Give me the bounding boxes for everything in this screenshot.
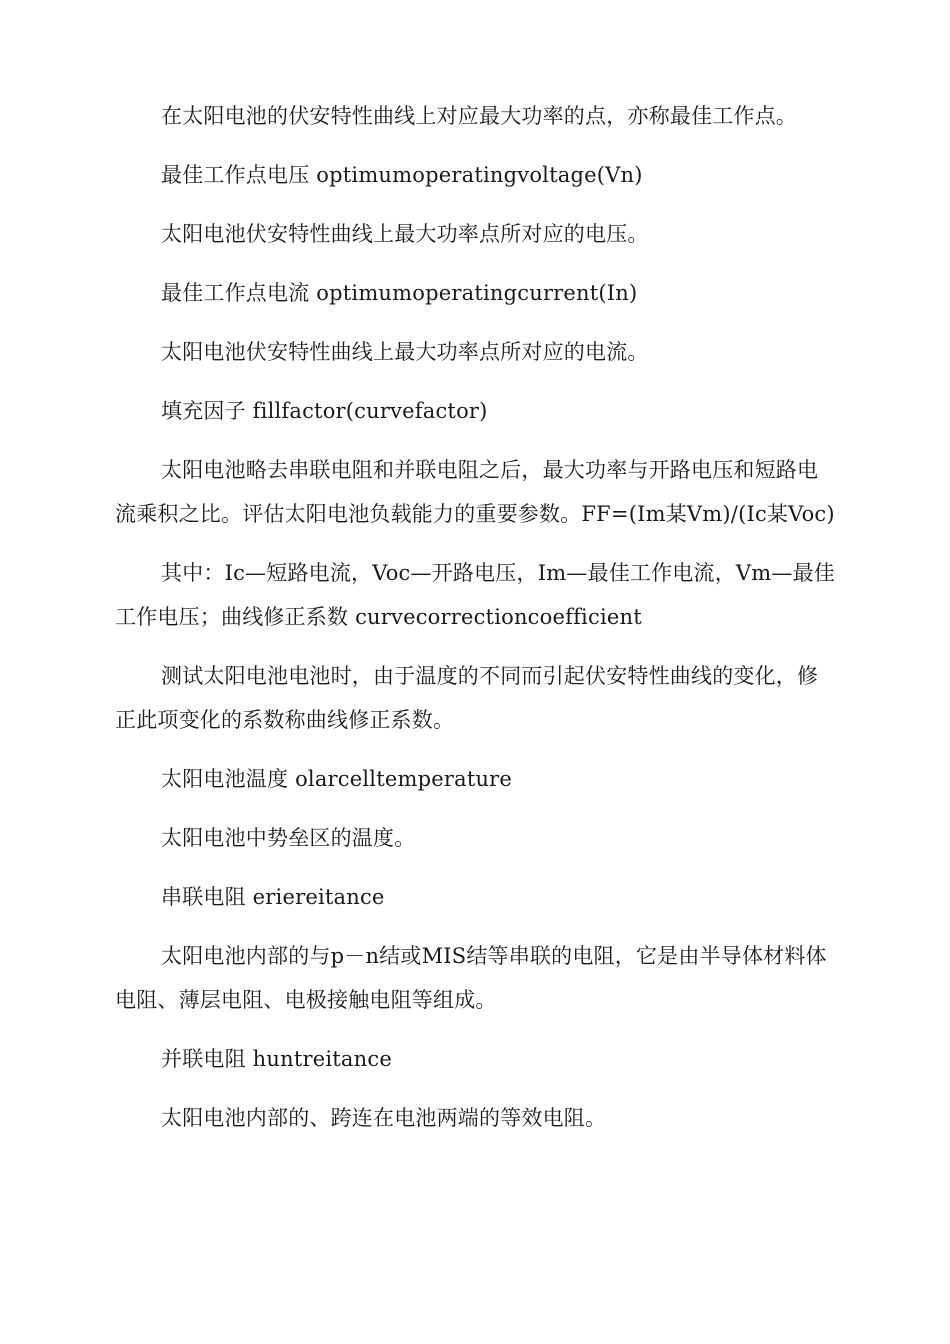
paragraph-optimum-voltage-def: 太阳电池伏安特性曲线上最大功率点所对应的电压。 [161,222,649,246]
paragraph-cell-temperature-def: 太阳电池中势垒区的温度。 [161,826,416,850]
paragraph-series-resistance-def: 太阳电池内部的与p－n结或MIS结等串联的电阻，它是由半导体材料体电阻、薄层电阻、电极接触电阻等组成。 [115,944,827,1012]
paragraph-shunt-resistance-def: 太阳电池内部的、跨连在电池两端的等效电阻。 [161,1106,607,1130]
paragraph-curve-correction-def: 测试太阳电池电池时，由于温度的不同而引起伏安特性曲线的变化，修正此项变化的系数称曲线修正系数。 [115,664,819,732]
paragraph-max-power-point: 在太阳电池的伏安特性曲线上对应最大功率的点，亦称最佳工作点。 [161,104,797,128]
document-body [115,94,835,1155]
heading-fill-factor: 填充因子 fillfactor(curvefactor) [161,399,488,423]
heading-shunt-resistance: 并联电阻 huntreitance [161,1047,392,1071]
paragraph-optimum-current-def: 太阳电池伏安特性曲线上最大功率点所对应的电流。 [161,340,649,364]
paragraph-fill-factor-def: 太阳电池略去串联电阻和并联电阻之后，最大功率与开路电压和短路电流乘积之比。评估太阳电池负载能力的重要参数。FF=(Im某Vm)/(Ic某Voc) [115,458,835,526]
heading-optimum-voltage: 最佳工作点电压 optimumoperatingvoltage(Vn) [161,163,643,187]
heading-series-resistance: 串联电阻 eriereitance [161,885,385,909]
paragraph-fill-factor-symbols: 其中：Ic—短路电流，Voc—开路电压，Im—最佳工作电流，Vm—最佳工作电压；曲线修正系数 curvecorrectioncoefficient [115,561,835,629]
heading-optimum-current: 最佳工作点电流 optimumoperatingcurrent(In) [161,281,638,305]
heading-cell-temperature: 太阳电池温度 olarcelltemperature [161,767,513,791]
